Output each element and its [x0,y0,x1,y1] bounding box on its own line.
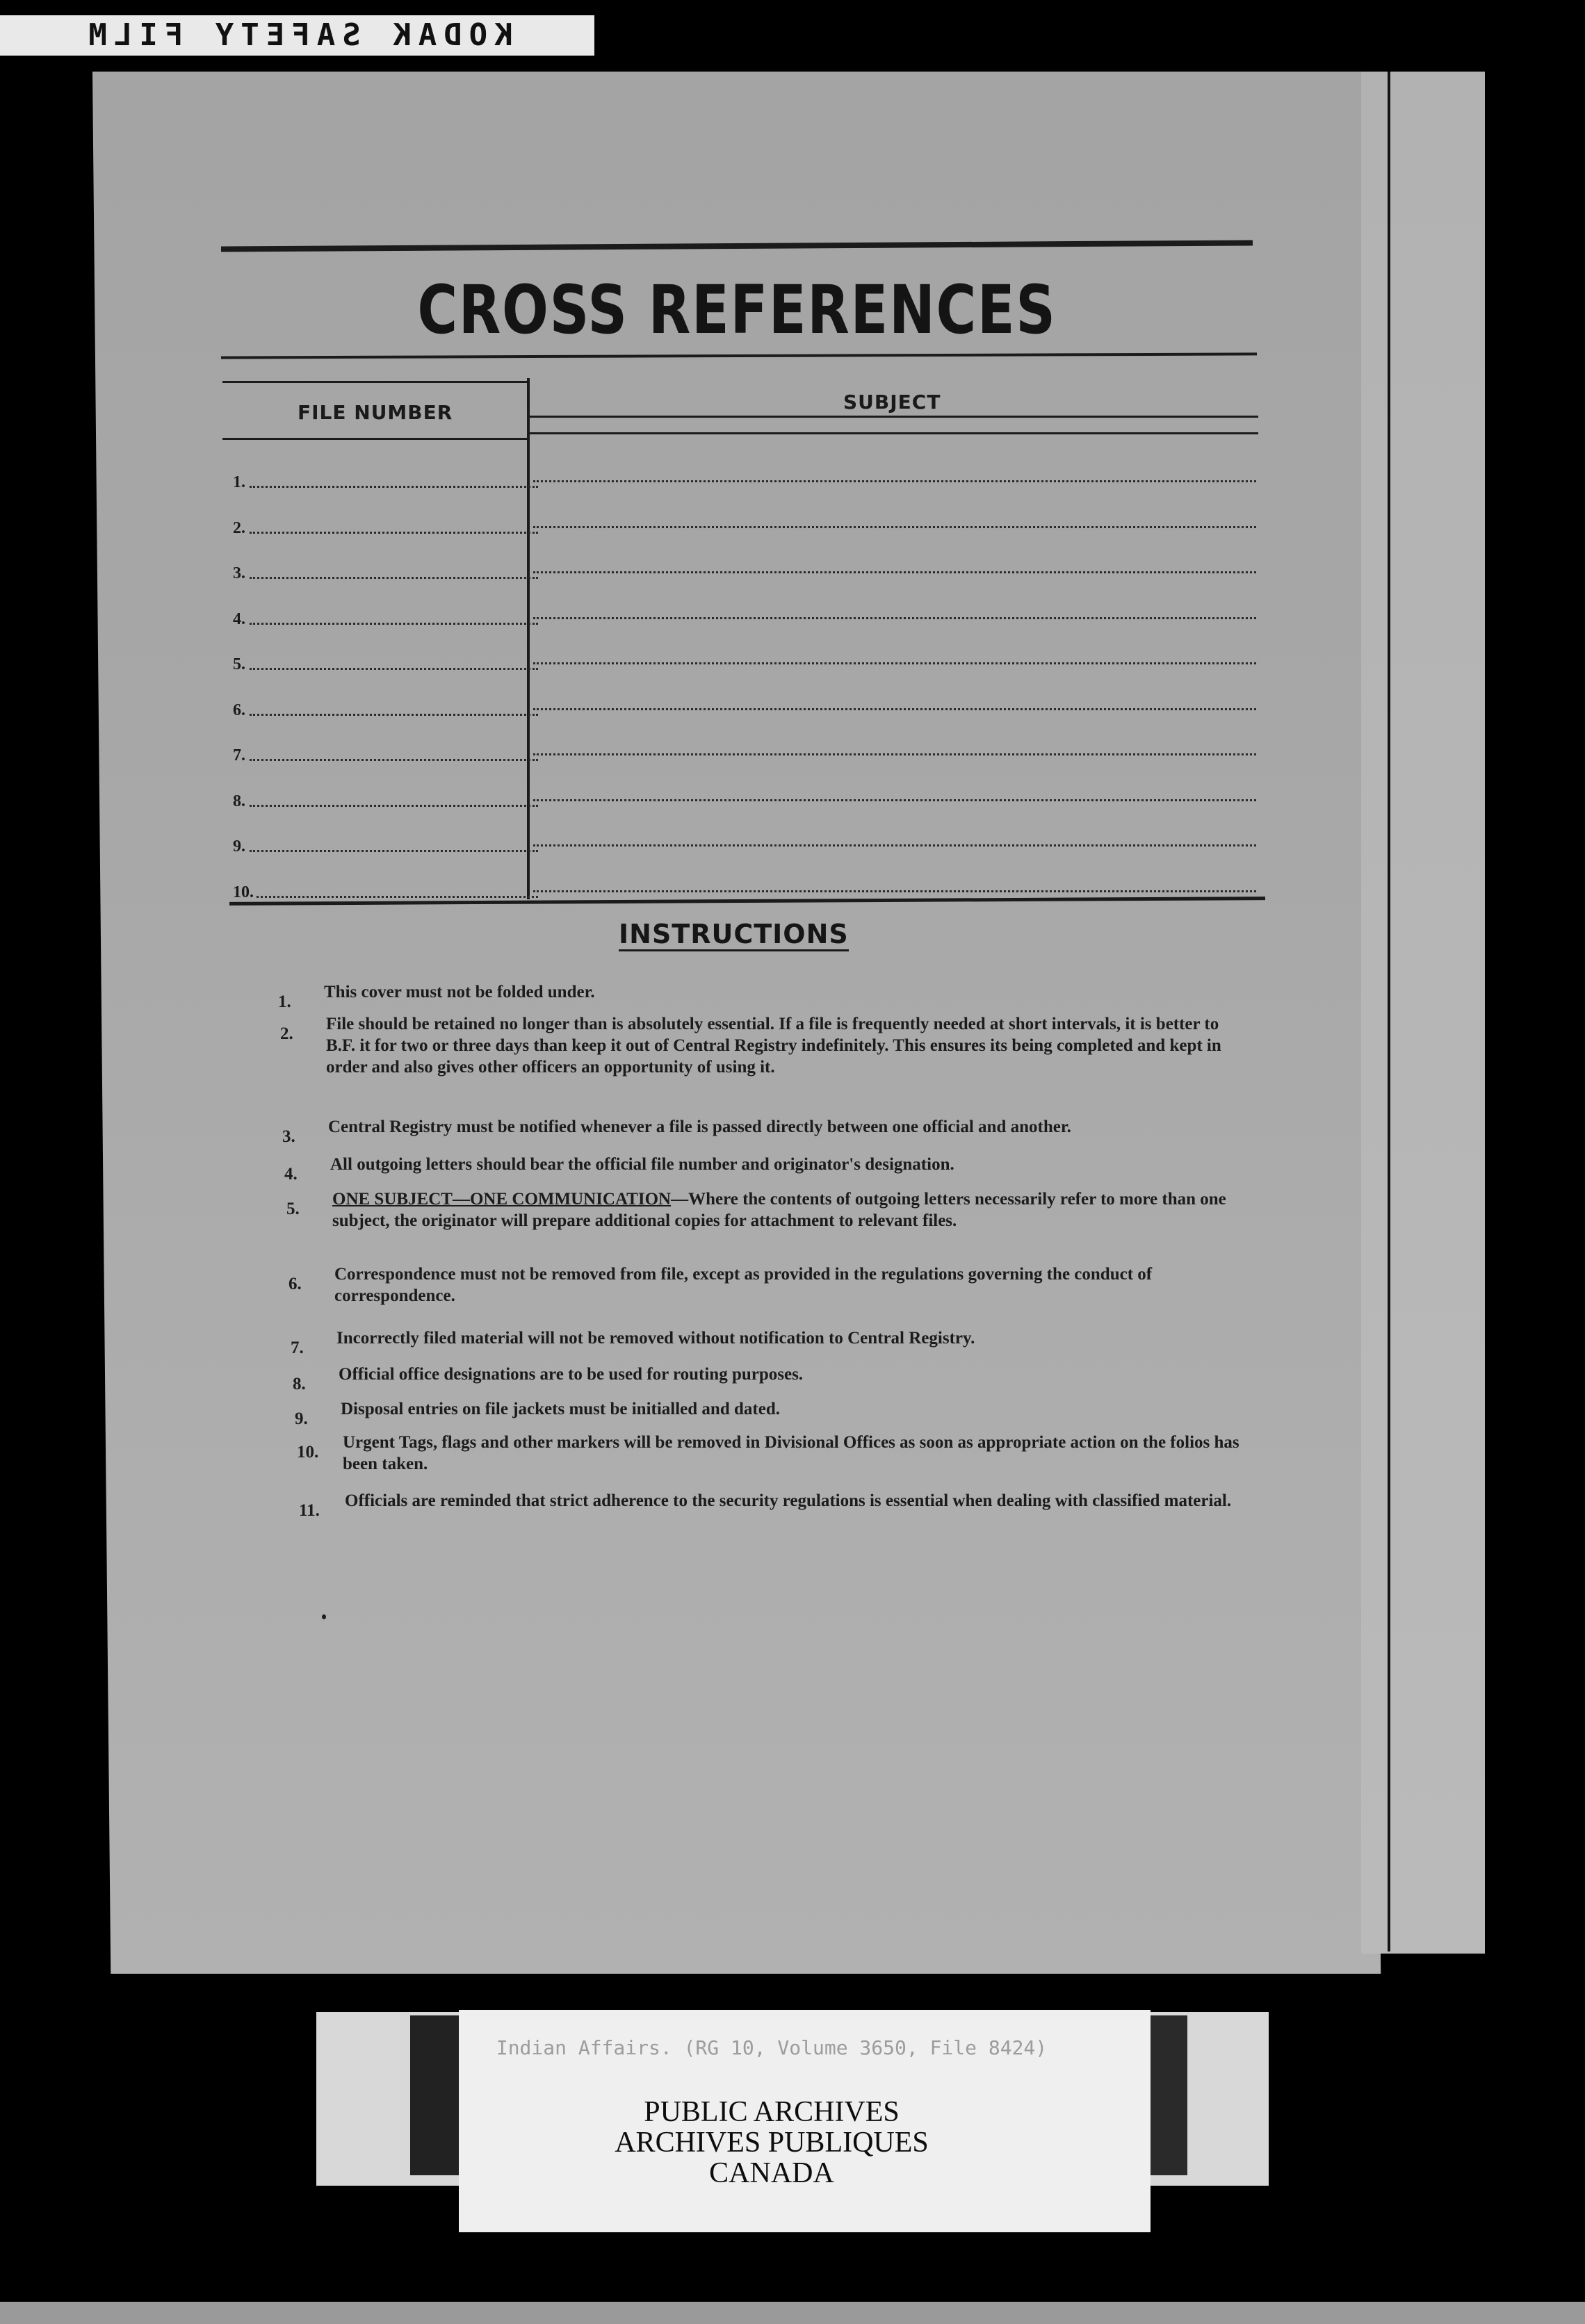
subject-blank [533,571,1256,573]
file-number-blank [250,623,538,625]
stamp-shadow-right [1146,2015,1187,2175]
cross-reference-row [233,692,1262,720]
instruction-number: 9. [295,1409,308,1428]
film-edge-label: KODAK SAFETY FILM [0,15,594,56]
instruction-text-block [336,1327,1243,1349]
instruction-text-block [343,1432,1249,1475]
instruction-number: 6. [288,1275,302,1293]
instruction-item [293,1364,1245,1393]
instruction-item [288,1263,1241,1307]
row-number: 9. [233,837,245,856]
instruction-text: —Where the contents of outgoing letters necessarily refer to more than one subject, the originator will prepare additional copies for attachment to relevant files. [332,1190,1226,1230]
row-number: 10. [233,883,254,901]
subject-blank [533,662,1256,664]
header-bottom-rule-right [528,432,1258,434]
instruction-item [299,1490,1251,1520]
instruction-text-block [330,1154,1237,1175]
instruction-text-block [345,1490,1251,1512]
instruction-text: Correspondence must not be removed from file, except as provided in the regulations governing the conduct of correspondence. [334,1265,1153,1305]
ink-speck [322,1614,326,1619]
instruction-text: Central Registry must be notified whenever a file is passed directly between one official and another. [328,1118,1071,1136]
instruction-item [284,1154,1237,1184]
column-divider [527,378,530,899]
row-number: 5. [233,655,245,673]
subject-blank [533,617,1256,619]
instruction-text-block [326,1013,1233,1078]
row-number: 7. [233,746,245,764]
instruction-text-block [332,1188,1239,1231]
file-number-blank [250,850,538,852]
instruction-item [280,1013,1233,1078]
instructions-heading: INSTRUCTIONS [619,919,849,951]
instruction-text: File should be retained no longer than is absolutely essential. If a file is frequently needed at short intervals, it is better to B.F. it for two or three days than keep it out of Central Registry indefinitely. This ensures its being completed and kept in order and also gives other officers an opportunity of using it. [326,1015,1221,1077]
instruction-text: Urgent Tags, flags and other markers will be removed in Divisional Offices as soon as appropriate action on the folios has been taken. [343,1433,1239,1473]
instruction-number: 10. [297,1443,319,1462]
instruction-text: Disposal entries on file jackets must be initialled and dated. [341,1400,780,1418]
instruction-number: 5. [286,1200,300,1218]
file-number-blank [250,759,538,761]
subject-blank [533,526,1256,528]
stamp-line-public-archives: PUBLIC ARCHIVES [644,2096,900,2128]
instruction-text: This cover must not be folded under. [324,983,595,1001]
instruction-text: Official office designations are to be used for routing purposes. [339,1365,804,1384]
cross-reference-row [233,510,1262,538]
instruction-item [278,981,1230,1011]
instruction-item [297,1432,1249,1475]
cross-reference-row [233,737,1262,765]
title-underline [221,352,1257,359]
subject-blank [533,708,1256,710]
instruction-number: 3. [282,1127,295,1146]
subject-blank [533,753,1256,755]
file-number-blank [250,486,538,488]
instruction-number: 4. [284,1165,298,1184]
cross-reference-row [233,555,1262,583]
cross-reference-row [233,828,1262,856]
row-number: 1. [233,473,245,491]
row-number: 3. [233,564,245,582]
instruction-number: 11. [299,1501,320,1520]
instruction-item [282,1116,1235,1146]
cross-reference-row [233,646,1262,674]
subject-blank [533,799,1256,801]
instruction-item [286,1188,1239,1231]
subject-header: SUBJECT [843,391,941,414]
cross-reference-row [233,464,1262,492]
stamp-shadow-left [410,2015,459,2175]
instruction-item [291,1327,1243,1357]
subject-blank [533,890,1256,892]
row-number: 2. [233,519,245,537]
file-number-blank [250,532,538,534]
row-number: 8. [233,792,245,810]
cross-reference-row [233,601,1262,629]
instruction-lead: ONE SUBJECT—ONE COMMUNICATION [332,1190,672,1209]
file-number-blank [250,714,538,716]
stamp-line-canada: CANADA [709,2157,834,2189]
archive-stamp-text [459,2097,1084,2188]
top-rule [221,240,1253,252]
instruction-text-block [324,981,1230,1003]
header-rule [222,381,530,383]
file-number-blank [250,805,538,807]
stamp-line-archives-publiques: ARCHIVES PUBLIQUES [615,2127,929,2159]
archive-reference: Indian Affairs. (RG 10, Volume 3650, File 8424) [496,2036,1048,2059]
header-bottom-rule [222,438,530,440]
form-title: CROSS REFERENCES [417,271,1057,349]
file-number-header: FILE NUMBER [298,401,453,424]
instruction-number: 1. [278,992,291,1011]
instruction-text: Officials are reminded that strict adherence to the security regulations is essential when dealing with classified material. [345,1491,1232,1510]
subject-blank [533,480,1256,482]
file-number-blank [250,668,538,670]
instruction-text-block [341,1398,1247,1420]
instruction-number: 8. [293,1375,306,1393]
row-number: 4. [233,610,245,628]
instruction-text: All outgoing letters should bear the official file number and originator's designation. [330,1155,954,1174]
file-number-blank [257,896,538,898]
instruction-text: Incorrectly filed material will not be removed without notification to Central Registry. [336,1329,975,1348]
header-rule-right [528,416,1258,418]
cross-reference-row [233,783,1262,811]
film-bottom-edge [0,2302,1585,2324]
instruction-text-block [328,1116,1235,1138]
subject-blank [533,844,1256,846]
instruction-text-block [339,1364,1245,1385]
instruction-number: 7. [291,1339,304,1357]
instruction-number: 2. [280,1024,293,1043]
instruction-item [295,1398,1247,1428]
instruction-text-block [334,1263,1241,1307]
row-number: 6. [233,701,245,719]
file-number-blank [250,577,538,579]
